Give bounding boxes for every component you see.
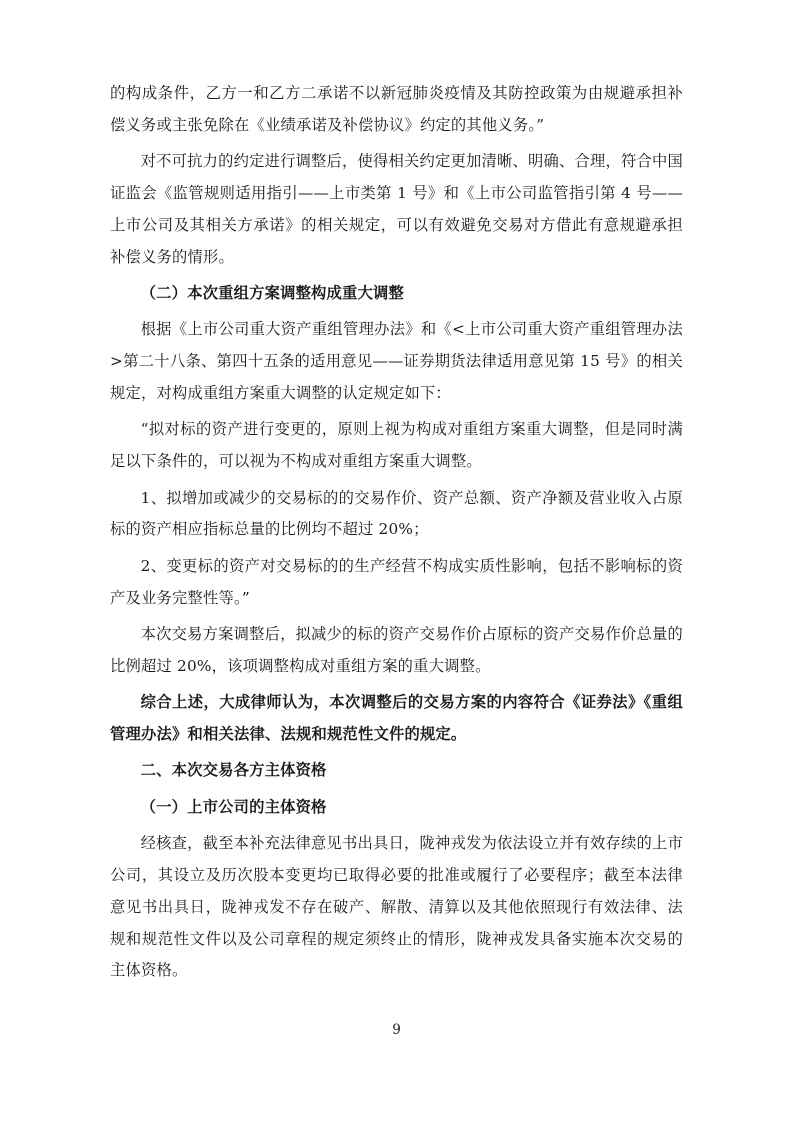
paragraph-emphasis: 综合上述，大成律师认为，本次调整后的交易方案的内容符合《证券法》《重组管理办法》和相关法律、法规和规范性文件的规定。 <box>110 693 683 744</box>
paragraph: 的构成条件，乙方一和乙方二承诺不以新冠肺炎疫情及其防控政策为由规避承担补偿义务或主张免除在《业绩承诺及补偿协议》约定的其他义务。” <box>110 84 683 134</box>
paragraph: 根据《上市公司重大资产重组管理办法》和《<上市公司重大资产重组管理办法>第二十八条、第四十五条的适用意见——证券期货法律适用意见第 15 号》的相关规定，对构成重组方案重大调整的认定规定如下： <box>110 320 683 403</box>
section-heading: 二、本次交易各方主体资格 <box>140 761 327 780</box>
paragraph: 2、变更标的资产对交易标的的生产经营不构成实质性影响，包括不影响标的资产及业务完整性等。” <box>110 556 683 607</box>
paragraph: “拟对标的资产进行变更的，原则上视为构成对重组方案重大调整，但是同时满足以下条件的，可以视为不构成对重组方案重大调整。 <box>110 420 683 471</box>
paragraph: 经核查，截至本补充法律意见书出具日，陇神戎发为依法设立并有效存续的上市公司，其设立及历次股本变更均已取得必要的批准或履行了必要程序；截至本法律意见书出具日，陇神戎发不存在破产、解散、清算以及其他依照现行有效法律、法规和规范性文件以及公司章程的规定须终止的情形，陇神戎发具备实施本次交易的主体资格。 <box>110 834 683 980</box>
paragraph: 本次交易方案调整后，拟减少的标的资产交易作价占原标的资产交易作价总量的比例超过 20%，该项调整构成对重组方案的重大调整。 <box>110 625 683 675</box>
section-heading: （二）本次重组方案调整构成重大调整 <box>140 284 405 303</box>
page-body <box>110 78 683 992</box>
paragraph: 对不可抗力的约定进行调整后，使得相关约定更加清晰、明确、合理，符合中国证监会《监管规则适用指引——上市类第 1 号》和《上市公司监管指引第 4 号——上市公司及其相关方承诺》的相关规定，可以有效避免交易对方借此有意规避承担补偿义务的情形。 <box>110 152 683 266</box>
page-number: 9 <box>392 1022 401 1038</box>
section-heading: （一）上市公司的主体资格 <box>140 797 327 816</box>
paragraph: 1、拟增加或减少的交易标的的交易作价、资产总额、资产净额及营业收入占原标的资产相应指标总量的比例均不超过 20%； <box>110 488 683 539</box>
